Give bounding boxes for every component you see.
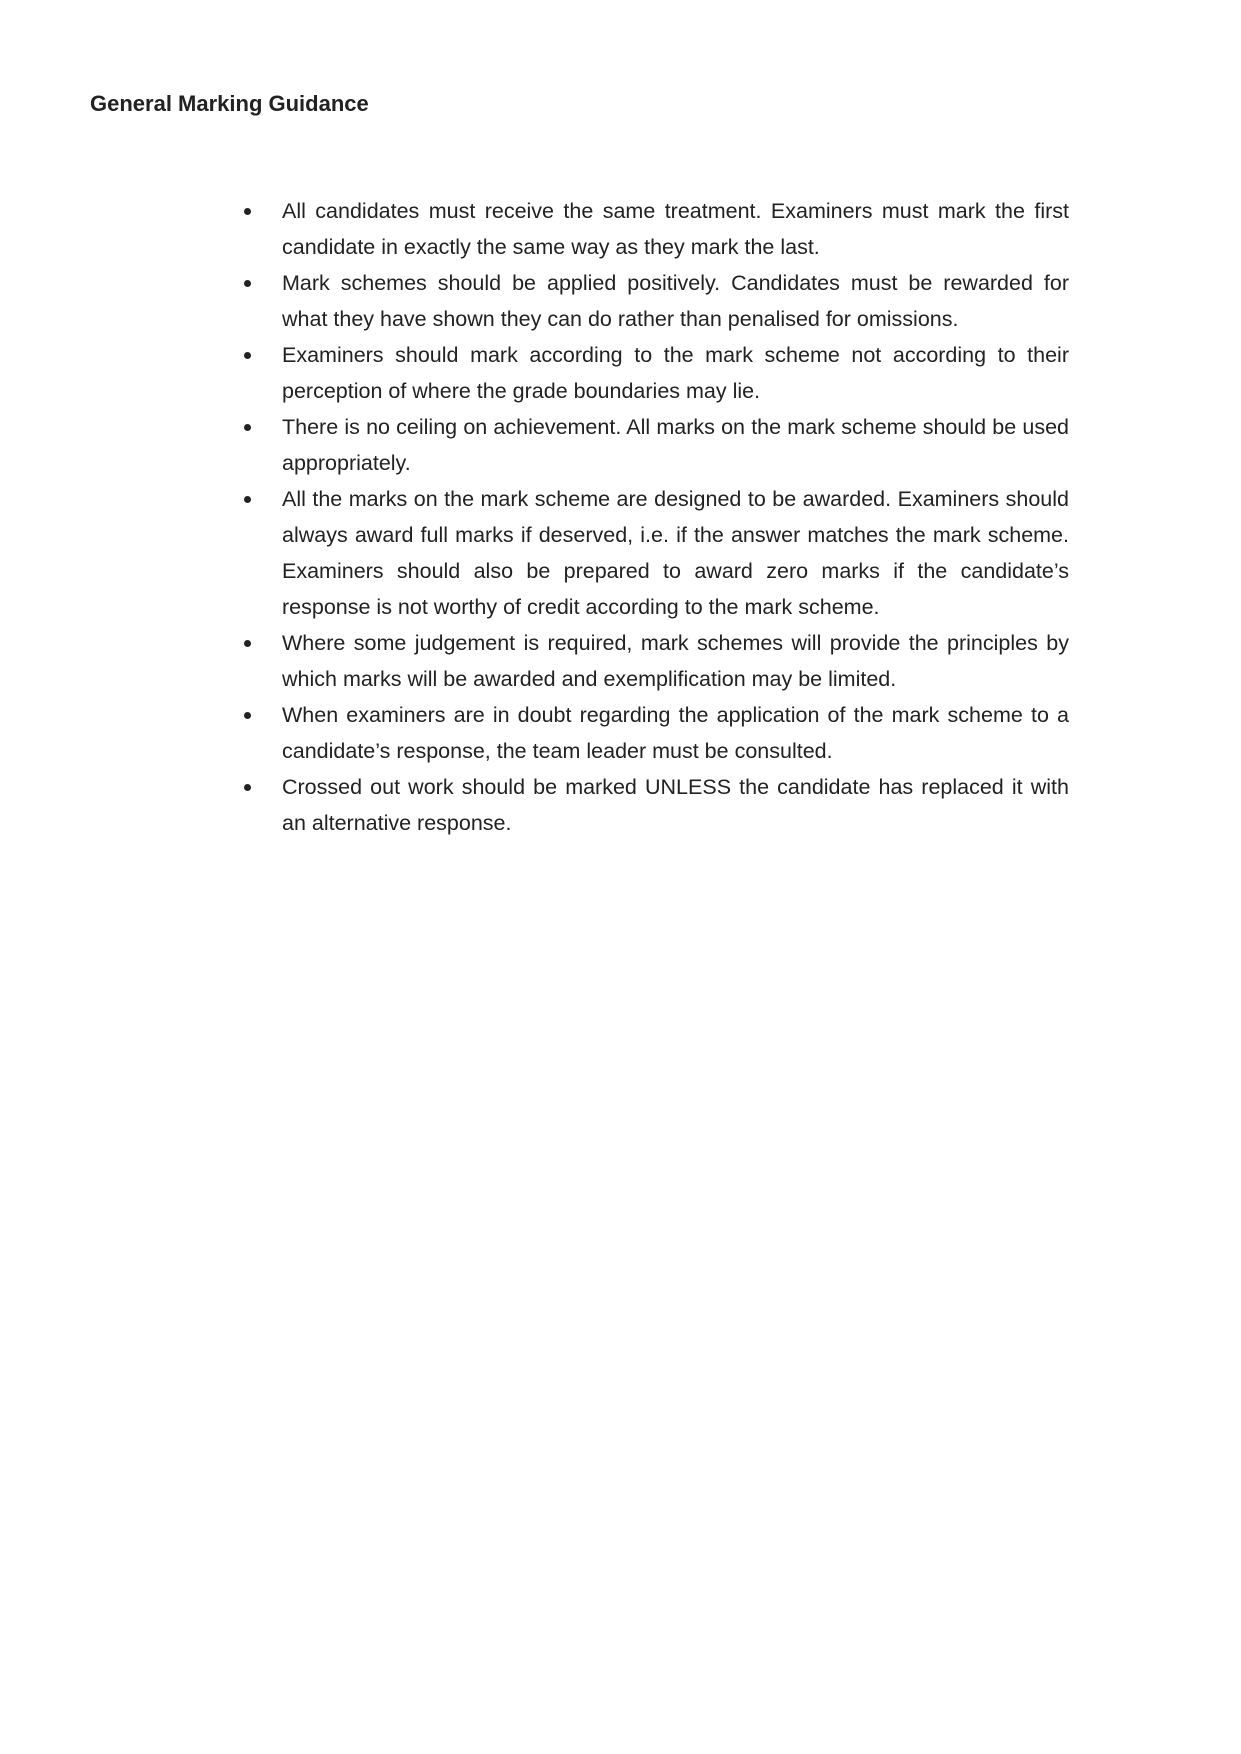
guidance-item [242, 625, 1069, 697]
bullet-icon [244, 784, 251, 791]
bullet-icon [244, 280, 251, 287]
guidance-item [242, 481, 1069, 625]
guidance-item-text: Examiners should mark according to the mark scheme not according to their perception of where the grade boundaries may lie. [282, 343, 1069, 403]
guidance-item-text: All the marks on the mark scheme are designed to be awarded. Examiners should always award full marks if deserved, i.e. if the answer matches the mark scheme. Examiners should also be prepared to award zero marks if the candidate’s response is not worthy of credit according to the mark scheme. [282, 487, 1069, 619]
guidance-item [242, 697, 1069, 769]
bullet-icon [244, 352, 251, 359]
guidance-item [242, 337, 1069, 409]
guidance-item-text: Mark schemes should be applied positively. Candidates must be rewarded for what they have shown they can do rather than penalised for omissions. [282, 271, 1069, 331]
guidance-item-text: When examiners are in doubt regarding the application of the mark scheme to a candidate’s response, the team leader must be consulted. [282, 703, 1069, 763]
guidance-item-text: Where some judgement is required, mark schemes will provide the principles by which marks will be awarded and exemplification may be limited. [282, 631, 1069, 691]
guidance-list [242, 193, 1069, 841]
guidance-item-text: There is no ceiling on achievement. All marks on the mark scheme should be used appropriately. [282, 415, 1069, 475]
guidance-item [242, 769, 1069, 841]
guidance-item [242, 409, 1069, 481]
guidance-item-text: All candidates must receive the same treatment. Examiners must mark the first candidate in exactly the same way as they mark the last. [282, 199, 1069, 259]
guidance-item [242, 265, 1069, 337]
bullet-icon [244, 496, 251, 503]
page-title: General Marking Guidance [90, 91, 369, 116]
bullet-icon [244, 712, 251, 719]
bullet-icon [244, 424, 251, 431]
guidance-item [242, 193, 1069, 265]
bullet-icon [244, 640, 251, 647]
guidance-item-text: Crossed out work should be marked UNLESS the candidate has replaced it with an alternative response. [282, 775, 1069, 835]
bullet-icon [244, 208, 251, 215]
